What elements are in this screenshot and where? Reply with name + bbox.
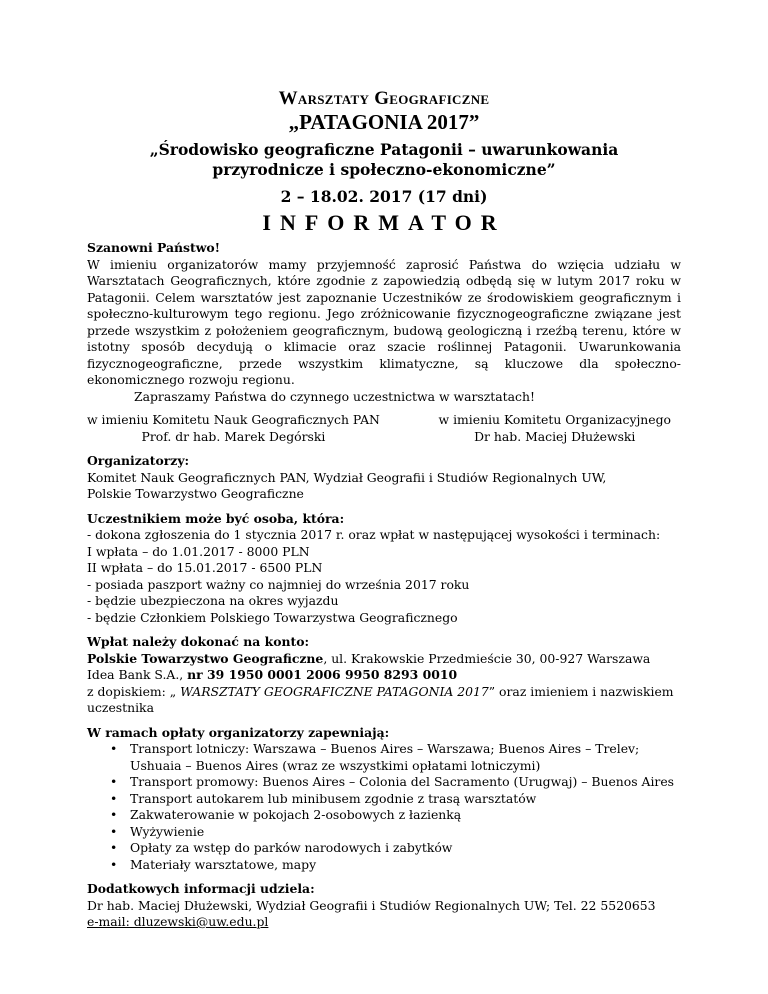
payment-recipient <box>87 651 681 668</box>
invitation: Zapraszamy Państwa do czynnego uczestnictwa w warsztatach! <box>134 388 535 404</box>
included-heading: W ramach opłaty organizatorzy zapewniają: <box>87 724 390 740</box>
eligibility-heading: Uczestnikiem może być osoba, która: <box>87 510 345 526</box>
event-dates: 2 – 18.02. 2017 (17 dni) <box>280 187 488 206</box>
contact-email-link[interactable]: e-mail: dluzewski@uw.edu.pl <box>87 914 269 929</box>
organizers-line-2: Polskie Towarzystwo Geograficzne <box>87 486 304 501</box>
document-type: INFORMATOR <box>262 210 506 235</box>
event-title: Warsztaty Geograficzne <box>278 88 490 109</box>
list-item: • Opłaty za wstęp do parków narodowych i zabytków <box>87 840 681 857</box>
organizers-heading: Organizatorzy: <box>87 453 190 468</box>
included-section <box>87 725 681 874</box>
signatures <box>87 412 681 445</box>
list-item: • Wyżywienie <box>87 824 681 841</box>
payment-heading: Wpłat należy dokonać na konto: <box>87 634 310 649</box>
signature-left <box>87 412 380 445</box>
list-item: • Transport autokarem lub minibusem zgodnie z trasą warsztatów <box>87 791 681 808</box>
organizers-section <box>87 453 681 503</box>
intro-section <box>87 240 681 405</box>
note-title: WARSZTATY GEOGRAFICZNE PATAGONIA 2017 <box>180 683 489 699</box>
eligibility-section <box>87 511 681 627</box>
list-item: • Zakwaterowanie w pokojach 2-osobowych z łazienką <box>87 807 681 824</box>
note-prefix: z dopiskiem: „ <box>87 683 181 699</box>
eligibility-line: II wpłata – do 15.01.2017 - 6500 PLN <box>87 560 323 575</box>
eligibility-line: I wpłata – do 1.01.2017 - 8000 PLN <box>87 543 310 559</box>
subtitle-line-2: przyrodnicze i społeczno-ekonomiczne” <box>212 159 556 179</box>
list-item: • Transport lotniczy: Warszawa – Buenos Aires – Warszawa; Buenos Aires – Trelev; Ushuaia – Buenos Aires (wraz ze wszystkimi opłatami lotniczymi) <box>87 741 681 774</box>
list-item: • Transport promowy: Buenos Aires – Colonia del Sacramento (Urugwaj) – Buenos Aires <box>87 774 681 791</box>
account-number: nr 39 1950 0001 2006 9950 8293 0010 <box>187 667 458 682</box>
signature-left-org: w imieniu Komitetu Nauk Geograficznych PAN <box>87 412 380 427</box>
signature-left-name: Prof. dr hab. Marek Degórski <box>141 428 326 444</box>
payment-note-end: uczestnika <box>87 700 154 715</box>
subtitle-line-1: „Środowisko geograficzne Patagonii – uwarunkowania <box>149 140 619 159</box>
contact-heading: Dodatkowych informacji udziela: <box>87 881 315 896</box>
signature-right <box>439 412 671 445</box>
included-list <box>87 741 681 873</box>
organizers-line-1: Komitet Nauk Geograficznych PAN, Wydział Geografii i Studiów Regionalnych UW, <box>87 469 607 485</box>
note-suffix: ” oraz imieniem i nazwiskiem <box>488 683 674 699</box>
eligibility-line: - posiada paszport ważny co najmniej do września 2017 roku <box>87 576 470 592</box>
eligibility-line: - dokona zgłoszenia do 1 stycznia 2017 r. oraz wpłat w następującej wysokości i terminach: <box>87 527 661 542</box>
eligibility-line: - będzie Członkiem Polskiego Towarzystwa Geograficznego <box>87 609 458 625</box>
list-item: • Materiały warsztatowe, mapy <box>87 857 681 874</box>
payment-note <box>87 684 681 701</box>
greeting: Szanowni Państwo! <box>87 240 221 255</box>
document-page <box>87 88 681 931</box>
payment-section <box>87 634 681 717</box>
signature-right-org: w imieniu Komitetu Organizacyjnego <box>438 412 671 427</box>
payment-bank <box>87 667 681 684</box>
recipient-address: , ul. Krakowskie Przedmieście 30, 00-927 Warszawa <box>323 650 651 666</box>
eligibility-line: - będzie ubezpieczona na okres wyjazdu <box>87 593 339 608</box>
intro-body: W imieniu organizatorów mamy przyjemność zaprosić Państwa do wzięcia udziału w Warsztatach Geograficznych, które zgodnie z zapowiedzią odbędą się w lutym 2017 roku w Patagonii. Celem warsztatów jest zapoznanie Uczestników ze środowiskiem geograficznym i społeczno-kulturowym tego regionu. Jego zróżnicowanie fizycznogeograficzne związane jest przede wszystkim z położeniem geograficznym, budową geologiczną i rzeźbą terenu, które w istotny sposób decydują o klimacie oraz szacie roślinnej Patagonii. Uwarunkowania fizycznogeograficzne, przede wszystkim klimatyczne, są kluczowe dla społeczno-ekonomicznego rozwoju regionu. <box>87 256 681 387</box>
contact-line: Dr hab. Maciej Dłużewski, Wydział Geografii i Studiów Regionalnych UW; Tel. 22 5520653 <box>87 897 656 913</box>
recipient-name: Polskie Towarzystwo Geograficzne <box>87 650 324 666</box>
account-separator: , <box>179 667 188 682</box>
event-name: „PATAGONIA 2017” <box>288 110 480 134</box>
contact-section <box>87 881 681 931</box>
signature-right-name: Dr hab. Maciej Dłużewski <box>474 428 636 444</box>
bank-name: Idea Bank S.A. <box>87 667 180 682</box>
